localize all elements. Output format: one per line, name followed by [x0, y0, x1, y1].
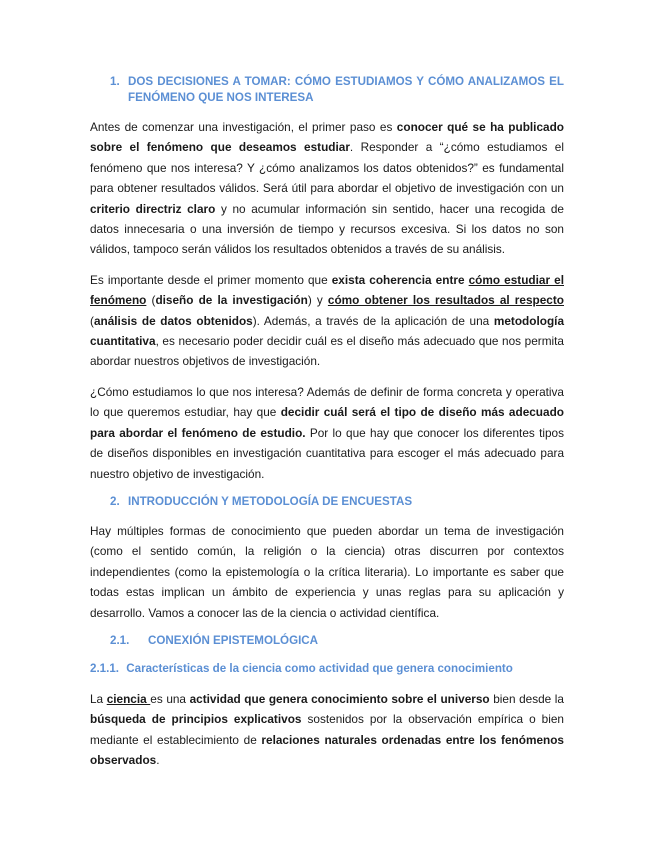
- bold-text-run: relaciones naturales ordenadas entre los fenómenos observados: [90, 732, 564, 768]
- text-run: Es importante desde el primer momento que: [90, 272, 332, 287]
- section-2-1-title: CONEXIÓN EPISTEMOLÓGICA: [148, 633, 319, 647]
- section-1-paragraph-1: [90, 117, 564, 260]
- text-run: Por lo que hay que conocer los diferentes tipos de diseños disponibles en investigación cuantitativa para escoger el más adecuado para nuestro objetivo de investigación.: [90, 425, 565, 481]
- section-1-paragraph-3: [90, 382, 564, 484]
- bold-text-run: conocer qué se ha publicado sobre el fenómeno que deseamos estudiar: [90, 120, 564, 155]
- section-1-number: 1.: [110, 75, 120, 88]
- section-1-paragraph-2: [90, 270, 564, 372]
- text-run: Antes de comenzar una investigación, el primer paso es: [90, 120, 397, 134]
- document-content: [90, 74, 564, 781]
- bold-text-run: cómo estudiar el fenómeno: [90, 272, 564, 308]
- text-run: bien desde la: [489, 691, 564, 706]
- bold-text-run: análisis de datos obtenidos: [93, 313, 253, 328]
- text-run: sostenidos por la observación empírica o bien mediante el establecimiento de: [90, 712, 564, 747]
- bold-text-run: ciencia: [106, 691, 151, 706]
- text-run: es una: [150, 691, 190, 706]
- section-2-paragraph-1: [90, 521, 564, 623]
- bold-text-run: metodología cuantitativa: [90, 313, 564, 349]
- bold-text-run: cómo obtener los resultados al respecto: [327, 293, 564, 308]
- section-2-number: 2.: [110, 494, 120, 508]
- text-run: ). Además, a través de la aplicación de una: [252, 313, 494, 328]
- section-2-1-1-paragraph-1: [90, 689, 564, 771]
- section-2-1-1-number: 2.1.1.: [90, 661, 120, 675]
- text-run: (: [90, 313, 94, 328]
- bold-text-run: criterio directriz claro: [90, 201, 216, 216]
- text-run: .: [156, 753, 160, 768]
- bold-text-run: búsqueda de principios explicativos: [90, 712, 302, 727]
- section-2-1-heading: [90, 633, 564, 649]
- section-1-heading: [90, 74, 564, 106]
- text-run: Hay múltiples formas de conocimiento que pueden abordar un tema de investigación (como el sentido común, la religión o la ciencia) otras discurren por contextos independientes (como la epistemología o la crítica literaria). Lo importante es saber que todas estas implican un ámbito de experiencia y unas reglas para su aplicación y desarrollo. Vamos a conocer las de la ciencia o actividad científica.: [90, 523, 564, 620]
- section-1-title: DOS DECISIONES A TOMAR: CÓMO ESTUDIAMOS Y CÓMO ANALIZAMOS EL FENÓMENO QUE NOS INTERESA: [128, 75, 564, 104]
- section-2-1-number: 2.1.: [110, 633, 130, 647]
- bold-text-run: exista coherencia entre: [331, 272, 469, 287]
- section-2-1-1-title: Características de la ciencia como actividad que genera conocimiento: [126, 661, 513, 675]
- text-run: ) y: [307, 293, 328, 308]
- section-2-1-1-heading: [90, 661, 564, 677]
- text-run: y no acumular información sin sentido, hacer una recogida de datos innecesaria o una inversión de tiempo y recursos excesiva. Si los datos no son válidos, tampoco serán válidos los resultados obtenidos a través de su análisis.: [90, 201, 564, 257]
- section-2-title: INTRODUCCIÓN Y METODOLOGÍA DE ENCUESTAS: [128, 494, 413, 508]
- section-2-heading: [90, 494, 564, 510]
- text-run: (: [146, 293, 156, 308]
- bold-text-run: decidir cuál será el tipo de diseño más adecuado para abordar el fenómeno de estudio.: [90, 405, 564, 440]
- text-run: ¿Cómo estudiamos lo que nos interesa? Además de definir de forma concreta y operativa lo que queremos estudiar, hay que: [90, 384, 564, 420]
- bold-text-run: diseño de la investigación: [155, 293, 308, 308]
- text-run: La: [90, 691, 107, 706]
- text-run: , es necesario poder decidir cuál es el diseño más adecuado que nos permita abordar nuestros objetivos de investigación.: [90, 334, 564, 369]
- bold-text-run: actividad que genera conocimiento sobre el universo: [189, 691, 490, 706]
- text-run: . Responder a “¿cómo estudiamos el fenómeno que nos interesa? Y ¿cómo analizamos los datos obtenidos?” es fundamental para obtener resultados válidos. Será útil para abordar el objetivo de investigación con un: [90, 140, 564, 196]
